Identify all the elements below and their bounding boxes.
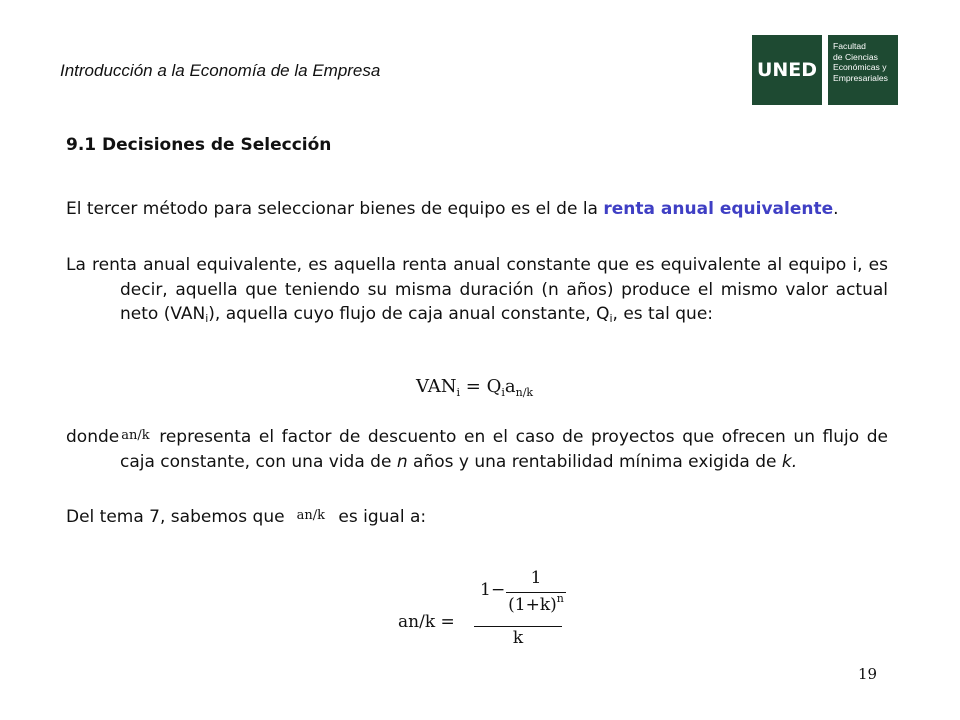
p4-start: Del tema 7, sabemos que — [66, 507, 285, 527]
eq-equals: = — [460, 376, 487, 397]
p2-sub-i: i — [205, 312, 209, 325]
inner-numerator: 1 — [530, 568, 542, 588]
equation-van — [416, 376, 533, 397]
inner-exp-n: n — [556, 592, 564, 605]
eq-a-sub: n/k — [515, 386, 534, 399]
eq-a: a — [504, 376, 516, 397]
p3-start: donde — [66, 427, 120, 447]
paragraph-donde — [66, 424, 888, 474]
course-title: Introducción a la Economía de la Empresa — [60, 61, 381, 80]
frac-lhs-equals: = — [435, 612, 455, 632]
uned-logo — [752, 35, 898, 105]
p2-text-b: ), aquella cuyo flujo de caja anual constante, Q — [208, 304, 610, 324]
p2-text-c: , es tal que: — [612, 304, 714, 324]
logo-faculty-text — [828, 35, 898, 105]
eq-q: Q — [486, 376, 502, 397]
inline-a-2: a — [296, 508, 305, 523]
inner-denominator — [506, 592, 566, 615]
fraction-denominator: k — [512, 628, 524, 648]
highlight-term: renta anual equivalente — [603, 199, 834, 219]
paragraph-definition — [66, 253, 888, 327]
p3-n: n — [396, 451, 408, 472]
main-fraction-line — [474, 626, 562, 627]
faculty-line: Empresariales — [833, 72, 888, 83]
inline-a-sub: n/k — [128, 428, 150, 443]
faculty-line: Económicas y — [833, 62, 887, 73]
frac-lhs-sub: n/k — [408, 612, 436, 632]
p3-mid2: años y una rentabilidad mínima exigida de — [407, 451, 782, 472]
p2-sub-i2: i — [609, 312, 613, 325]
page-number: 19 — [858, 665, 878, 683]
paragraph-tema7 — [66, 504, 888, 530]
eq-q-sub: i — [501, 386, 505, 399]
eq-van: VAN — [416, 376, 457, 397]
p1-end: . — [833, 199, 839, 219]
logo-mark: UNED — [752, 35, 822, 105]
faculty-line: Facultad — [833, 41, 866, 51]
fraction-numerator — [480, 568, 564, 615]
p3-mid: representa el factor de descuento en el caso de proyectos que ofrecen un flujo de caja constante, con una vida de — [120, 427, 888, 472]
eq-van-sub: i — [456, 386, 461, 399]
frac-lhs-a: a — [398, 612, 409, 632]
p4-end: es igual a: — [332, 507, 427, 527]
inline-annuity-factor-2 — [285, 508, 333, 523]
paragraph-intro — [66, 197, 888, 222]
inner-fraction — [506, 568, 566, 615]
frac-lhs — [398, 612, 455, 632]
num-one: 1 — [480, 580, 491, 600]
faculty-line: de Ciencias — [833, 51, 878, 62]
inline-annuity-factor — [119, 428, 151, 443]
inline-a-sub-2: n/k — [304, 508, 325, 523]
inline-a: a — [121, 428, 129, 443]
p1-text: El tercer método para seleccionar bienes de equipo es el de la — [66, 199, 604, 219]
num-minus: − — [491, 580, 506, 600]
p3-k: k. — [781, 451, 798, 472]
p2-text-a: La renta anual equivalente, es aquella renta anual constante que es equivalente al equipo i, es decir, aquella que teniendo su misma duración (n años) produce el mismo valor actual neto (VAN — [66, 255, 888, 324]
section-heading: 9.1 Decisiones de Selección — [66, 135, 332, 155]
inner-paren: (1+k) — [508, 595, 557, 615]
